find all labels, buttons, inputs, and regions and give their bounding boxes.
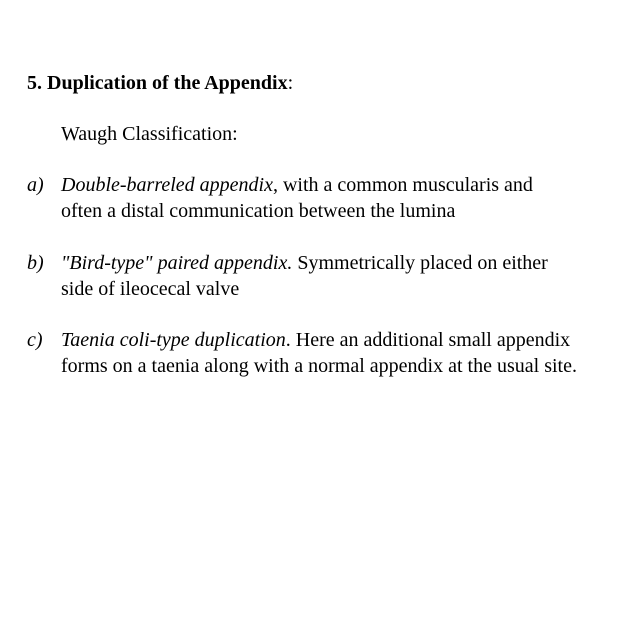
list-item-body-a — [61, 172, 621, 224]
section-heading — [27, 70, 293, 96]
list-item-line-1 — [61, 250, 621, 276]
section-heading-colon: : — [287, 72, 294, 94]
list-marker-c: c) — [27, 329, 43, 351]
description-b-part2: side of ileocecal valve — [61, 278, 240, 300]
list-marker-b: b) — [27, 252, 44, 274]
list-item-line-1 — [61, 172, 621, 198]
type-name-a: Double-barreled appendix — [61, 174, 273, 196]
description-a-part1: , with a common muscularis and — [272, 174, 533, 196]
list-item-body-c — [61, 327, 621, 379]
description-c-part2: forms on a taenia along with a normal appendix at the usual site. — [61, 355, 577, 377]
description-a-part2: often a distal communication between the lumina — [61, 200, 456, 222]
type-name-b: "Bird-type" paired appendix. — [61, 252, 293, 274]
description-b-part1: Symmetrically placed on either — [292, 252, 548, 274]
description-c-part1: . Here an additional small appendix — [285, 329, 571, 351]
list-marker-a: a) — [27, 174, 44, 196]
section-heading-title: 5. Duplication of the Appendix — [27, 72, 288, 94]
list-item-line-1 — [61, 327, 621, 353]
list-item-body-b — [61, 250, 621, 302]
type-name-c: Taenia coli-type duplication — [61, 329, 286, 351]
classification-label: Waugh Classification: — [61, 123, 238, 145]
